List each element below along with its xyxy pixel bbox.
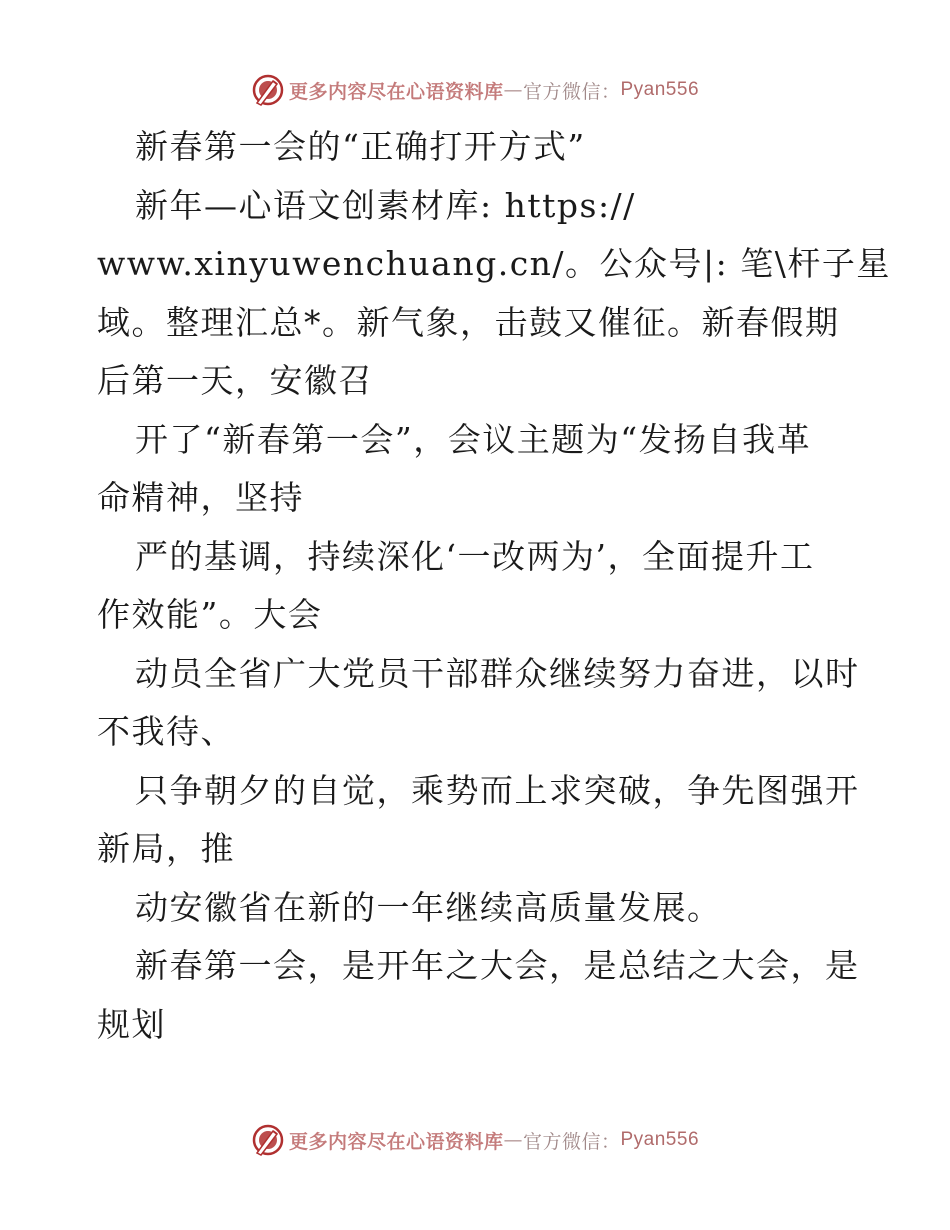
document-body — [97, 118, 891, 1054]
body-line: 动安徽省在新的一年继续高质量发展。 — [135, 887, 722, 927]
banner-wechat-label: 官方微信： — [522, 1130, 621, 1153]
body-line: 命精神，坚持 — [97, 478, 304, 517]
body-line: 新局，推 — [97, 829, 235, 868]
body-line: 严的基调，持续深化‘一改两为’，全面提升工 — [135, 536, 815, 576]
pen-logo-icon — [251, 1123, 285, 1157]
body-line: 规划 — [97, 1004, 166, 1044]
pen-logo-icon — [251, 73, 285, 107]
body-line: 不我待、 — [97, 712, 235, 751]
footer-banner — [0, 1120, 950, 1160]
banner-main-text: 更多内容尽在心语资料库 — [288, 80, 504, 103]
body-line: 动员全省广大党员干部群众继续努力奋进，以时 — [135, 653, 860, 693]
body-line: 作效能”。大会 — [97, 595, 323, 634]
banner-wechat-label: 官方微信： — [522, 80, 621, 103]
body-line: 新春第一会，是开年之大会，是总结之大会，是 — [135, 946, 860, 985]
banner-separator: — — [503, 1129, 523, 1151]
header-banner — [0, 70, 950, 110]
banner-separator: — — [503, 79, 523, 101]
body-line: www.xinyuwenchuang.cn/。公众号|: 笔\杆子星 — [97, 244, 891, 283]
body-line: 新年—心语文创素材库: https:// — [135, 185, 636, 225]
body-line: 域。整理汇总*。新气象，击鼓又催征。新春假期 — [97, 302, 840, 342]
body-line: 只争朝夕的自觉，乘势而上求突破，争先图强开 — [135, 770, 860, 810]
banner-main-text: 更多内容尽在心语资料库 — [288, 1130, 504, 1153]
body-line: 新春第一会的“正确打开方式” — [135, 127, 586, 166]
body-line: 后第一天，安徽召 — [97, 361, 373, 400]
banner-wechat-id: Pyan556 — [620, 79, 700, 100]
banner-wechat-id: Pyan556 — [620, 1129, 700, 1150]
body-line: 开了“新春第一会”，会议主题为“发扬自我革 — [135, 419, 812, 459]
